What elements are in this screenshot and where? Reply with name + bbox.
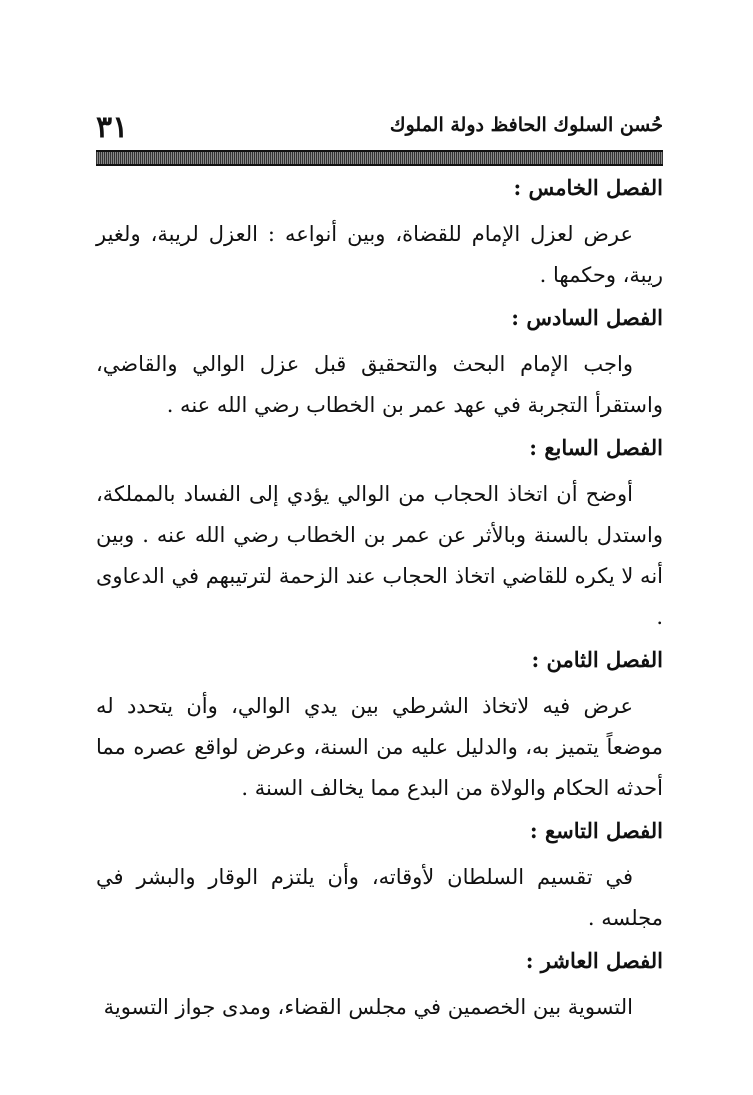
section-paragraph: واجب الإمام البحث والتحقيق قبل عزل الوالي والقاضي، واستقرأ التجربة في عهد عمر بن الخطاب رضي الله عنه . (96, 352, 663, 417)
section-paragraph: عرض لعزل الإمام للقضاة، وبين أنواعه : العزل لريبة، ولغير ريبة، وحكمها . (96, 222, 663, 287)
section-6 (96, 304, 663, 426)
section-5 (96, 174, 663, 296)
section-heading: الفصل السابع : (529, 435, 663, 460)
section-paragraph: عرض فيه لاتخاذ الشرطي بين يدي الوالي، وأن يتحدد له موضعاً يتميز به، والدليل عليه من السنة، وعرض لواقع عصره مما أحدثه الحكام والولاة من البدع مما يخالف السنة . (96, 694, 663, 800)
header-rule (96, 150, 663, 166)
page-header (96, 108, 663, 148)
section-8 (96, 646, 663, 809)
page-number: ٣١ (96, 110, 129, 145)
section-paragraph: في تقسيم السلطان لأوقاته، وأن يلتزم الوقار والبشر في مجلسه . (96, 865, 663, 930)
section-heading: الفصل العاشر : (525, 948, 663, 973)
section-paragraph: التسوية بين الخصمين في مجلس القضاء، ومدى جواز التسوية (103, 995, 633, 1019)
section-paragraph: أوضح أن اتخاذ الحجاب من الوالي يؤدي إلى الفساد بالمملكة، واستدل بالسنة وبالأثر عن عمر بن الخطاب رضي الله عنه . وبين أنه لا يكره للقاضي اتخاذ الحجاب عند الزحمة لترتيبهم في الدعاوى . (96, 482, 663, 629)
section-heading: الفصل التاسع : (529, 818, 663, 843)
running-title: حُسن السلوك الحافظ دولة الملوك (389, 114, 663, 136)
section-10 (96, 947, 663, 1028)
section-7 (96, 434, 663, 638)
section-9 (96, 817, 663, 939)
section-heading: الفصل الثامن : (531, 647, 663, 672)
section-heading: الفصل الخامس : (513, 175, 663, 200)
page-content (96, 166, 663, 1032)
section-heading: الفصل السادس : (511, 305, 663, 330)
